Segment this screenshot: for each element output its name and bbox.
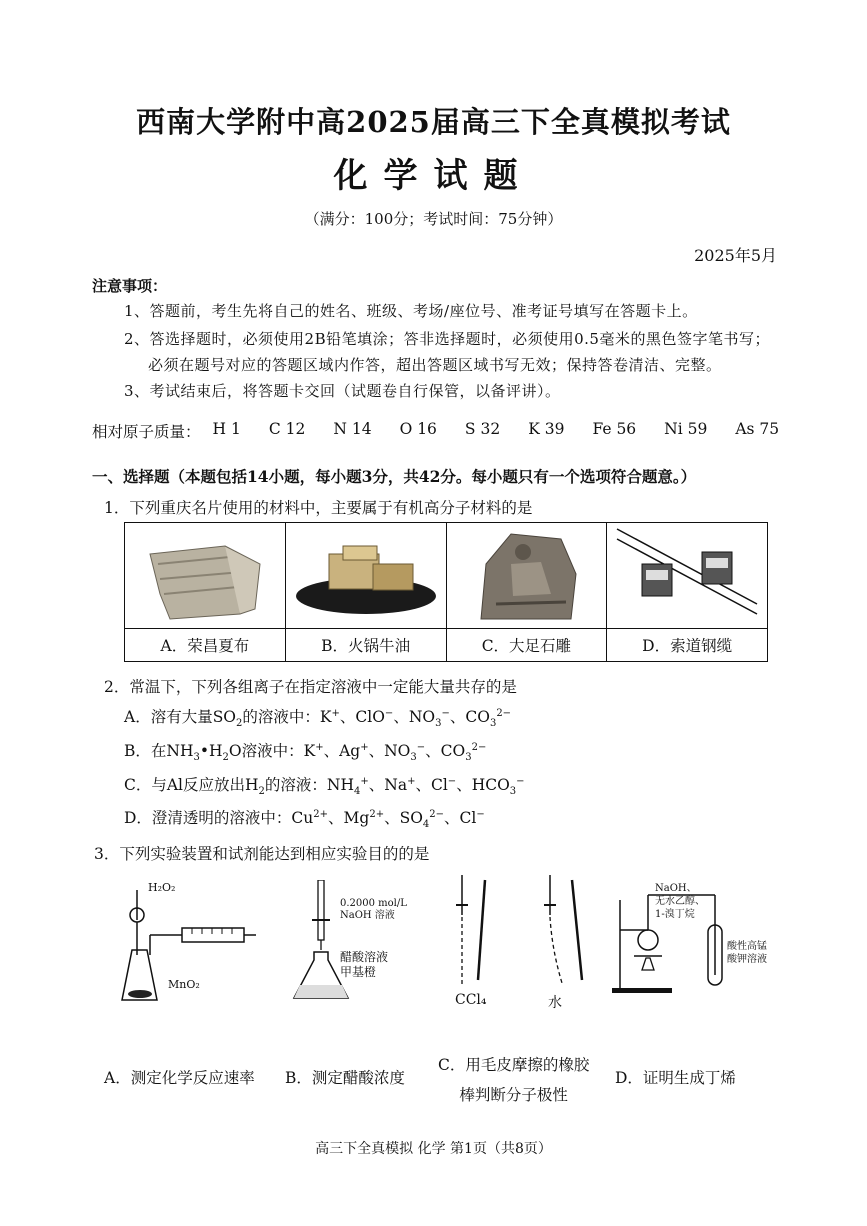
atomic-mass-s: S 32 xyxy=(464,420,501,438)
atomic-mass-as: As 75 xyxy=(735,420,780,438)
atomic-masses xyxy=(92,420,807,442)
label-kmno4-2: 酸钾溶液 xyxy=(727,954,767,965)
label-reagent-3: 1-溴丁烷 xyxy=(655,909,695,920)
atomic-mass-c: C 12 xyxy=(268,420,306,438)
q1-option-a: A．荣昌夏布 xyxy=(125,629,286,662)
atomic-mass-h: H 1 xyxy=(212,420,241,438)
cable-car-image xyxy=(607,523,768,629)
tallow-image xyxy=(285,523,446,629)
q1-option-d: D．索道钢缆 xyxy=(607,629,768,662)
label-reagent-2: 无水乙醇、 xyxy=(655,896,705,907)
q2-option-b: B．在$NH_3•H_2O$溶液中：K+、Ag+、$NO_3^-$、$CO_3^{2-}$ xyxy=(124,741,487,764)
exam-title: 西南大学附中高2025届高三下全真模拟考试 xyxy=(136,105,731,139)
notice-item-3: 3、考试结束后，将答题卡交回（试题卷自行保管，以备评讲）。 xyxy=(124,382,561,400)
apparatus-c-diagram xyxy=(440,875,590,990)
q3-option-c-line2: 棒判断分子极性 xyxy=(459,1086,568,1104)
label-reagents xyxy=(655,882,705,921)
label-mno2: MnO₂ xyxy=(168,978,200,991)
atomic-mass-o: O 16 xyxy=(399,420,437,438)
subject-title: 化学试题 xyxy=(333,156,534,196)
notice-item-2: 2、答选择题时，必须使用2B铅笔填涂；答非选择题时，必须使用0.5毫米的黑色签字笔书写； xyxy=(124,330,770,348)
question-1-table xyxy=(124,522,768,662)
question-2-stem: 2．常温下，下列各组离子在指定溶液中一定能大量共存的是 xyxy=(104,678,517,696)
label-acetic xyxy=(340,950,388,980)
exam-meta: （满分：100分；考试时间：75分钟） xyxy=(304,210,563,228)
label-water: 水 xyxy=(548,995,562,1011)
atomic-mass-k: K 39 xyxy=(528,420,565,438)
notice-item-1: 1、答题前，考生先将自己的姓名、班级、考场/座位号、准考证号填写在答题卡上。 xyxy=(124,302,698,320)
q2-option-d: D．澄清透明的溶液中：$Cu^{2+}$、$Mg^{2+}$、$SO_4^{2-}$、Cl− xyxy=(124,808,485,831)
notice-heading: 注意事项： xyxy=(92,277,168,295)
label-naoh-conc: 0.2000 mol/L xyxy=(340,898,407,909)
q3-option-d: D．证明生成丁烯 xyxy=(615,1069,736,1087)
atomic-mass-fe: Fe 56 xyxy=(592,420,637,438)
q1-option-c: C．大足石雕 xyxy=(446,629,607,662)
q2-option-a: A．溶有大量$SO_2$的溶液中：K+、ClO−、$NO_3^-$、$CO_3^{2-}$ xyxy=(124,707,512,730)
cloth-image xyxy=(125,523,286,629)
stone-carving-image xyxy=(446,523,607,629)
label-kmno4-1: 酸性高锰 xyxy=(727,941,767,952)
question-1-stem: 1．下列重庆名片使用的材料中，主要属于有机高分子材料的是 xyxy=(104,499,533,517)
label-naoh xyxy=(340,898,407,922)
q3-option-c xyxy=(438,1050,589,1110)
q1-option-b: B．火锅牛油 xyxy=(285,629,446,662)
question-3-stem: 3．下列实验装置和试剂能达到相应实验目的的是 xyxy=(94,845,430,863)
label-naoh-sol: NaOH 溶液 xyxy=(340,910,395,921)
section-heading: 一、选择题（本题包括14小题，每小题3分，共42分。每小题只有一个选项符合题意。） xyxy=(92,467,697,486)
label-h2o2: H₂O₂ xyxy=(148,881,176,894)
q3-option-a: A．测定化学反应速率 xyxy=(104,1069,255,1087)
atomic-masses-label: 相对原子质量： xyxy=(92,423,201,441)
q3-option-c-line1: C．用毛皮摩擦的橡胶 xyxy=(438,1056,590,1074)
label-kmno4 xyxy=(727,940,767,966)
atomic-mass-ni: Ni 59 xyxy=(664,420,708,438)
label-ccl4: CCl₄ xyxy=(455,992,487,1008)
label-reagent-1: NaOH、 xyxy=(655,883,697,894)
q3-option-b: B．测定醋酸浓度 xyxy=(285,1069,405,1087)
page-footer: 高三下全真模拟 化学 第1页（共8页） xyxy=(315,1141,552,1157)
exam-date: 2025年5月 xyxy=(694,246,777,265)
label-acetic-2: 甲基橙 xyxy=(340,965,377,979)
label-acetic-1: 醋酸溶液 xyxy=(340,950,389,964)
atomic-mass-n: N 14 xyxy=(333,420,372,438)
q2-option-c: C．与Al反应放出$H_2$的溶液：$NH_4^+$、Na+、Cl−、$HCO_3^-$ xyxy=(124,775,525,798)
notice-item-2-cont: 必须在题号对应的答题区域内作答，超出答题区域书写无效；保持答卷清洁、完整。 xyxy=(148,356,722,374)
